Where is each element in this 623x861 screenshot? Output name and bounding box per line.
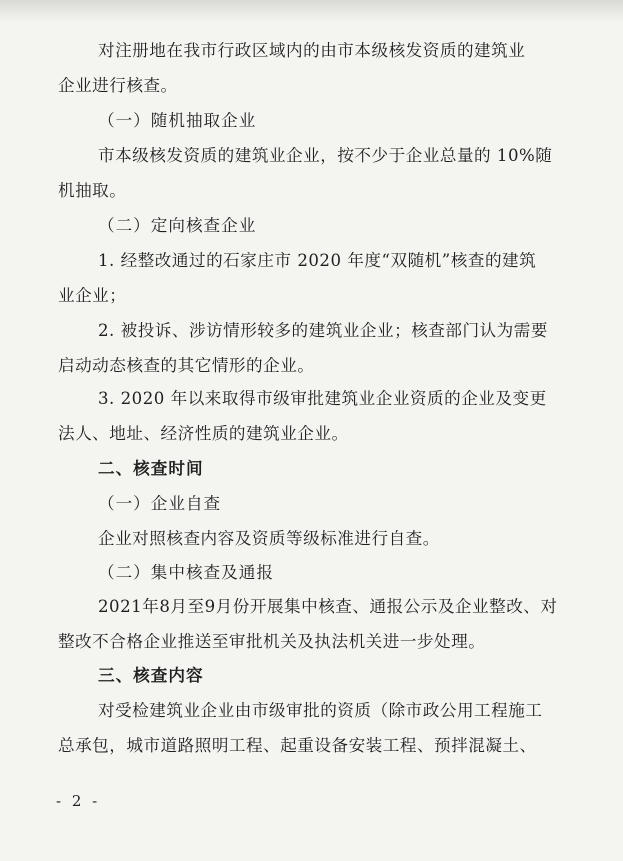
body-line: 市本级核发资质的建筑业企业，按不少于企业总量的 10%随 xyxy=(98,146,553,165)
subsection-heading: （一）随机抽取企业 xyxy=(98,111,257,130)
section-heading: 三、核查内容 xyxy=(98,666,204,685)
body-line: 1. 经整改通过的石家庄市 2020 年度“双随机”核查的建筑 xyxy=(98,251,537,270)
body-line: 2. 被投诉、涉访情形较多的建筑业企业；核查部门认为需要 xyxy=(98,321,548,340)
subsection-heading: （二）定向核查企业 xyxy=(98,216,257,235)
body-line: 整改不合格企业推送至审批机关及执法机关进一步处理。 xyxy=(58,632,486,651)
body-line: 2021年8月至9月份开展集中核查、通报公示及企业整改、对 xyxy=(98,597,558,616)
body-line: 总承包，城市道路照明工程、起重设备安装工程、预拌混凝土、 xyxy=(58,736,537,755)
body-line: 企业进行核查。 xyxy=(58,76,178,95)
body-line: 企业对照核查内容及资质等级标准进行自查。 xyxy=(98,529,440,548)
body-line: 对注册地在我市行政区域内的由市本级核发资质的建筑业 xyxy=(98,41,526,60)
subsection-heading: （二）集中核查及通报 xyxy=(98,563,274,582)
body-line: 启动动态核查的其它情形的企业。 xyxy=(58,356,315,375)
body-line: 业企业； xyxy=(58,286,127,305)
body-line: 3. 2020 年以来取得市级审批建筑业企业资质的企业及变更 xyxy=(98,389,547,408)
scan-edge-shadow xyxy=(0,0,623,22)
section-heading: 二、核查时间 xyxy=(98,459,204,478)
body-line: 法人、地址、经济性质的建筑业企业。 xyxy=(58,424,349,443)
subsection-heading: （一）企业自查 xyxy=(98,494,222,513)
page-number: - 2 - xyxy=(56,792,101,810)
body-line: 机抽取。 xyxy=(58,181,127,200)
body-line: 对受检建筑业企业由市级审批的资质（除市政公用工程施工 xyxy=(98,701,543,720)
